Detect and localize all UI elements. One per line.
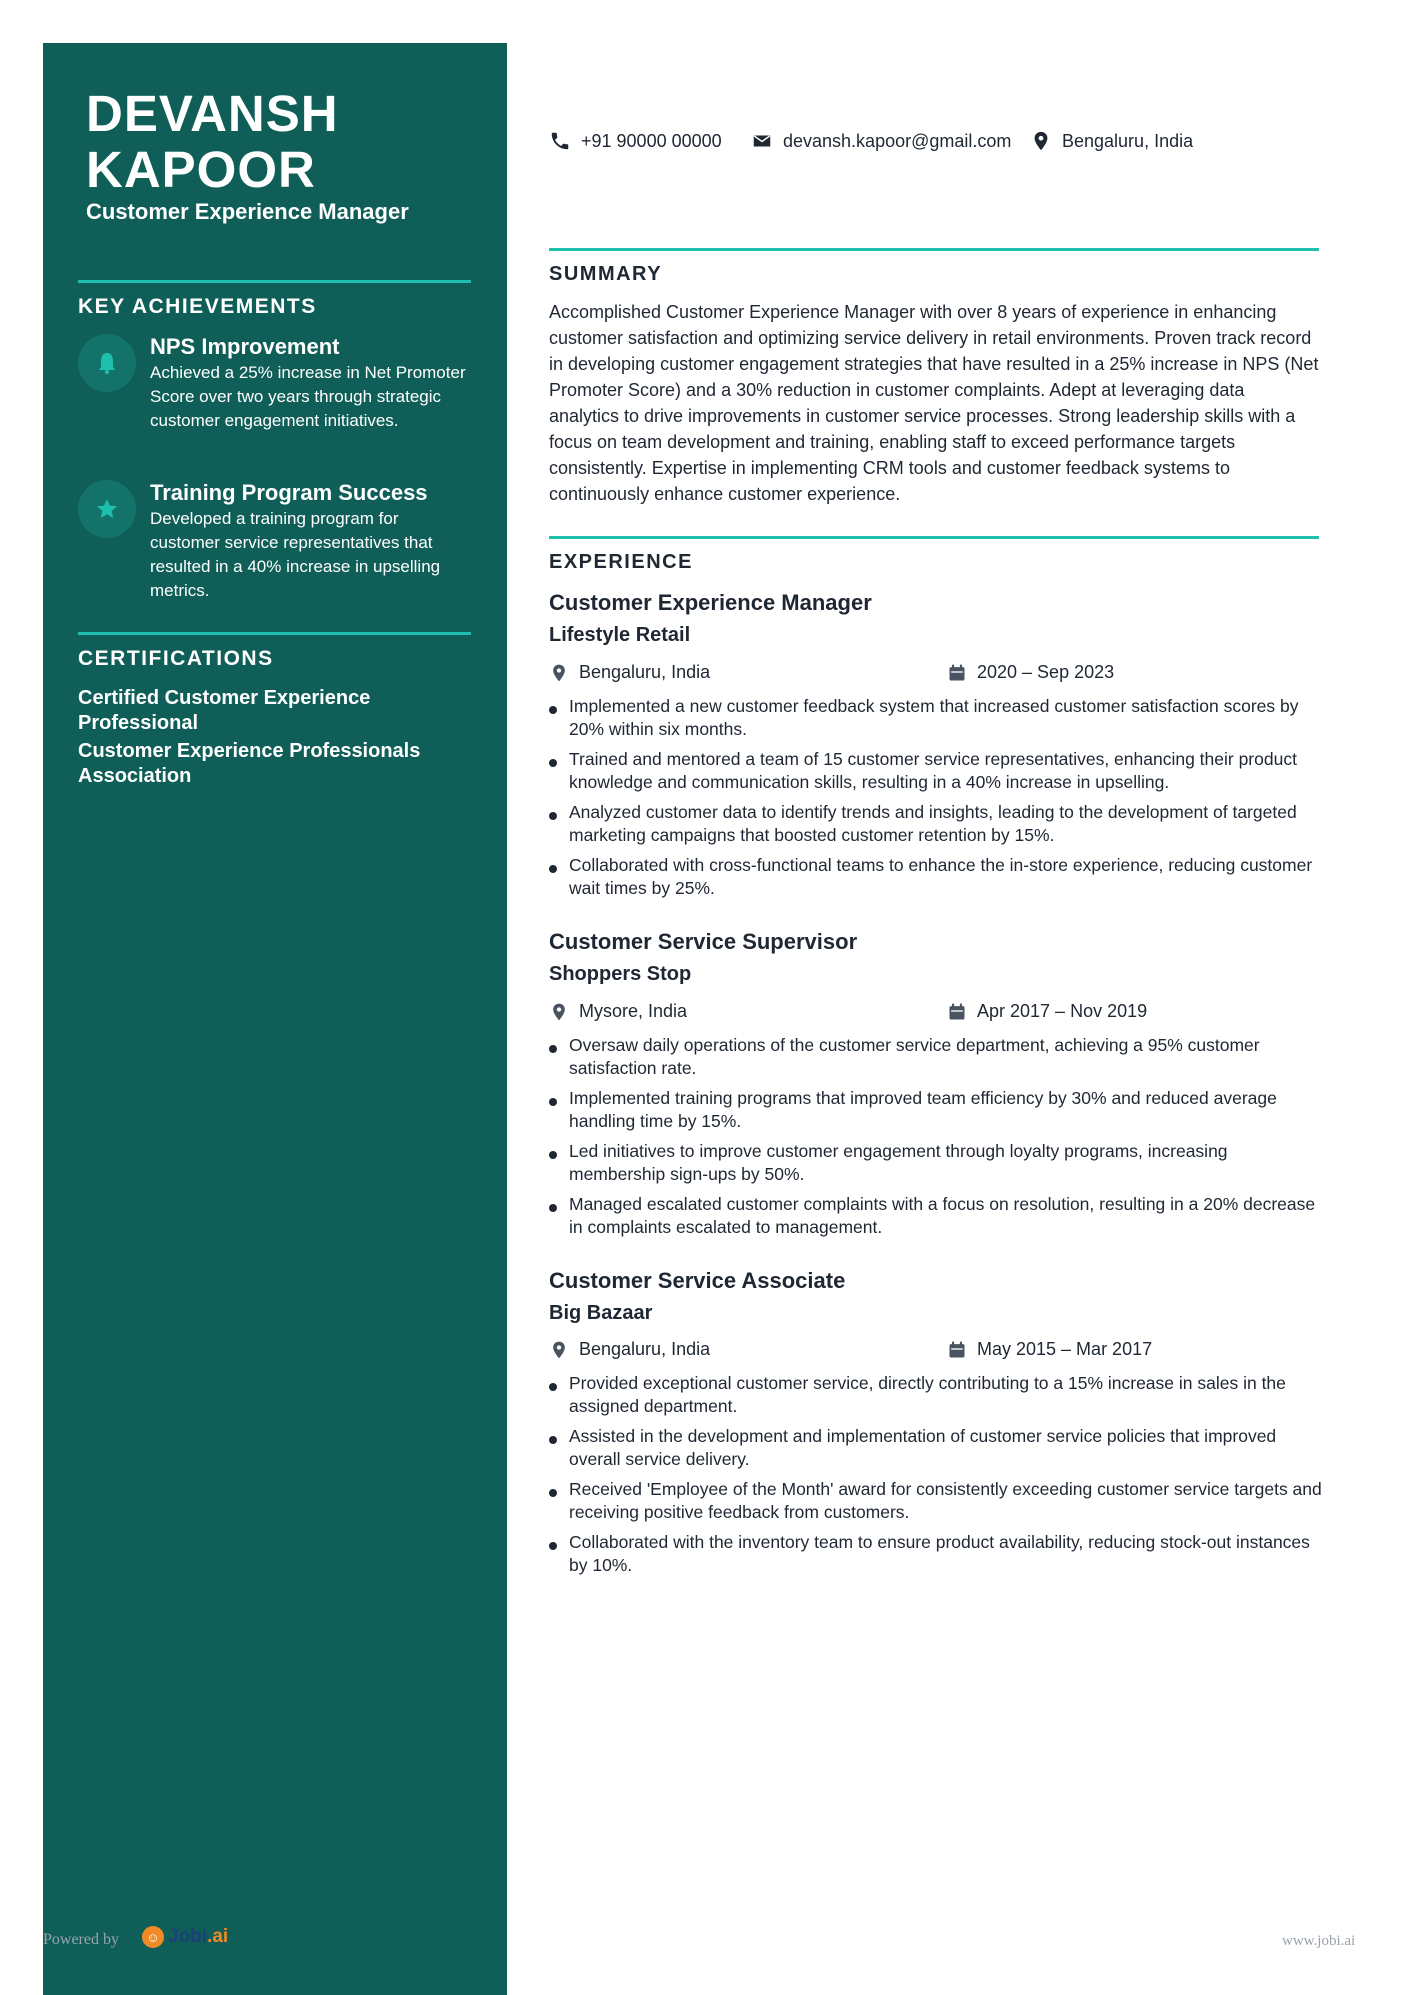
- contact-phone[interactable]: [549, 130, 722, 152]
- achievement-item: [78, 334, 478, 454]
- job-location: [549, 662, 710, 683]
- job-dates: [947, 1001, 1147, 1022]
- bullet-dot: [549, 759, 557, 767]
- job-location: [549, 1339, 710, 1360]
- job-bullet-list: [549, 1034, 1324, 1246]
- certifications-heading: CERTIFICATIONS: [78, 647, 274, 670]
- job-company: Shoppers Stop: [549, 963, 692, 985]
- last-name: KAPOOR: [86, 141, 316, 198]
- job-dates: [947, 1339, 1152, 1360]
- achievement-title: NPS Improvement: [150, 334, 340, 359]
- brand-logo-icon: ☺: [142, 1926, 164, 1948]
- achievement-title: Training Program Success: [150, 480, 428, 505]
- experience-divider: [549, 536, 1319, 539]
- location-pin-icon: [1030, 130, 1052, 152]
- contact-location: [1030, 130, 1193, 152]
- summary-text: Accomplished Customer Experience Manager with over 8 years of experience in enhancing customer satisfaction and optimizing service delivery in retail environments. Proven track record in developing customer engagement strategies that have resulted in a 25% increase in NPS (Net Promoter Score) and a 30% reduction in customer complaints. Adept at leveraging data analytics to drive improvements in customer service processes. Strong leadership skills with a focus on team development and training, enabling staff to exceed performance targets consistently. Expertise in implementing CRM tools and customer feedback systems to continuously enhance customer experience.: [549, 302, 1319, 504]
- achievements-divider: [78, 280, 471, 283]
- job-title: Customer Service Supervisor: [549, 929, 858, 954]
- first-name: DEVANSH: [86, 85, 339, 142]
- brand-prefix: Jobi: [168, 1926, 208, 1947]
- job-dates: [947, 662, 1114, 683]
- calendar-icon: [947, 1340, 967, 1360]
- achievement-description: Developed a training program for customer service representatives that resulted in a 40% increase in upselling metrics.: [150, 509, 441, 600]
- job-location-text: Mysore, India: [579, 1001, 688, 1021]
- experience-heading: EXPERIENCE: [549, 551, 693, 573]
- bullet-text: Collaborated with cross-functional teams to enhance the in-store experience, reducing customer wait times by 25%.: [569, 855, 1313, 898]
- bullet-dot: [549, 1151, 557, 1159]
- certification-item: Customer Experience Professionals Association: [78, 740, 421, 787]
- bullet-text: Assisted in the development and implementation of customer service policies that improved overall service delivery.: [569, 1426, 1277, 1469]
- job-location-text: Bengaluru, India: [579, 1339, 711, 1359]
- job-dates-text: Apr 2017 – Nov 2019: [977, 1001, 1148, 1021]
- bullet-dot: [549, 812, 557, 820]
- list-item: [549, 1193, 1324, 1239]
- location-pin-icon: [549, 663, 569, 683]
- contact-email[interactable]: [751, 130, 1011, 152]
- location-pin-icon: [549, 1002, 569, 1022]
- star-icon: [78, 480, 136, 538]
- achievement-item: [78, 480, 478, 600]
- job-location: [549, 1001, 687, 1022]
- bullet-dot: [549, 1098, 557, 1106]
- list-item: [549, 1087, 1324, 1133]
- website-link[interactable]: www.jobi.ai: [1282, 1933, 1356, 1949]
- job-title: Customer Service Associate: [549, 1268, 846, 1293]
- brand-logo[interactable]: [142, 1926, 228, 1948]
- brand-suffix: .ai: [207, 1926, 229, 1947]
- bullet-text: Oversaw daily operations of the customer service department, achieving a 95% customer satisfaction rate.: [569, 1035, 1260, 1078]
- list-item: [549, 1478, 1324, 1524]
- phone-icon: [549, 130, 571, 152]
- phone-text: +91 90000 00000: [581, 130, 722, 151]
- bullet-text: Trained and mentored a team of 15 customer service representatives, enhancing their product knowledge and communication skills, resulting in a 40% increase in upselling.: [569, 749, 1297, 792]
- candidate-name: [86, 86, 486, 198]
- candidate-role: Customer Experience Manager: [86, 199, 409, 224]
- bell-icon: [78, 334, 136, 392]
- location-text: Bengaluru, India: [1062, 130, 1194, 151]
- mail-icon: [751, 130, 773, 152]
- bullet-text: Received 'Employee of the Month' award for consistently exceeding customer service targets and receiving positive feedback from customers.: [569, 1479, 1322, 1522]
- bullet-dot: [549, 1383, 557, 1391]
- bullet-dot: [549, 706, 557, 714]
- job-title: Customer Experience Manager: [549, 590, 872, 615]
- calendar-icon: [947, 663, 967, 683]
- job-company: Lifestyle Retail: [549, 624, 691, 646]
- list-item: [549, 801, 1324, 847]
- summary-divider: [549, 248, 1319, 251]
- bullet-text: Implemented a new customer feedback system that increased customer satisfaction scores by 20% within six months.: [569, 696, 1299, 739]
- email-text: devansh.kapoor@gmail.com: [783, 130, 1012, 151]
- list-item: [549, 1140, 1324, 1186]
- bullet-dot: [549, 1489, 557, 1497]
- list-item: [549, 1531, 1324, 1577]
- bullet-text: Provided exceptional customer service, directly contributing to a 15% increase in sales in the assigned department.: [569, 1373, 1286, 1416]
- list-item: [549, 854, 1324, 900]
- bullet-text: Collaborated with the inventory team to ensure product availability, reducing stock-out instances by 10%.: [569, 1532, 1310, 1575]
- bullet-dot: [549, 1436, 557, 1444]
- job-dates-text: 2020 – Sep 2023: [977, 662, 1115, 682]
- job-dates-text: May 2015 – Mar 2017: [977, 1339, 1153, 1359]
- powered-by-text: Powered by: [43, 1931, 119, 1948]
- list-item: [549, 1425, 1324, 1471]
- job-location-text: Bengaluru, India: [579, 662, 711, 682]
- calendar-icon: [947, 1002, 967, 1022]
- list-item: [549, 1372, 1324, 1418]
- job-bullet-list: [549, 1372, 1324, 1584]
- bullet-text: Managed escalated customer complaints with a focus on resolution, resulting in a 20% decrease in complaints escalated to management.: [569, 1194, 1316, 1237]
- certification-item: Certified Customer Experience Professional: [78, 687, 371, 734]
- job-bullet-list: [549, 695, 1324, 907]
- location-pin-icon: [549, 1340, 569, 1360]
- bullet-text: Analyzed customer data to identify trends and insights, leading to the development of targeted marketing campaigns that boosted customer retention by 15%.: [569, 802, 1297, 845]
- list-item: [549, 1034, 1324, 1080]
- bullet-dot: [549, 1542, 557, 1550]
- bullet-text: Implemented training programs that improved team efficiency by 30% and reduced average handling time by 15%.: [569, 1088, 1277, 1131]
- job-company: Big Bazaar: [549, 1302, 653, 1324]
- bullet-dot: [549, 1204, 557, 1212]
- certifications-divider: [78, 632, 471, 635]
- achievements-heading: KEY ACHIEVEMENTS: [78, 295, 317, 318]
- achievement-description: Achieved a 25% increase in Net Promoter Score over two years through strategic customer engagement initiatives.: [150, 363, 466, 430]
- list-item: [549, 695, 1324, 741]
- bullet-dot: [549, 1045, 557, 1053]
- list-item: [549, 748, 1324, 794]
- summary-heading: SUMMARY: [549, 263, 663, 285]
- bullet-dot: [549, 865, 557, 873]
- bullet-text: Led initiatives to improve customer engagement through loyalty programs, increasing membership sign-ups by 50%.: [569, 1141, 1228, 1184]
